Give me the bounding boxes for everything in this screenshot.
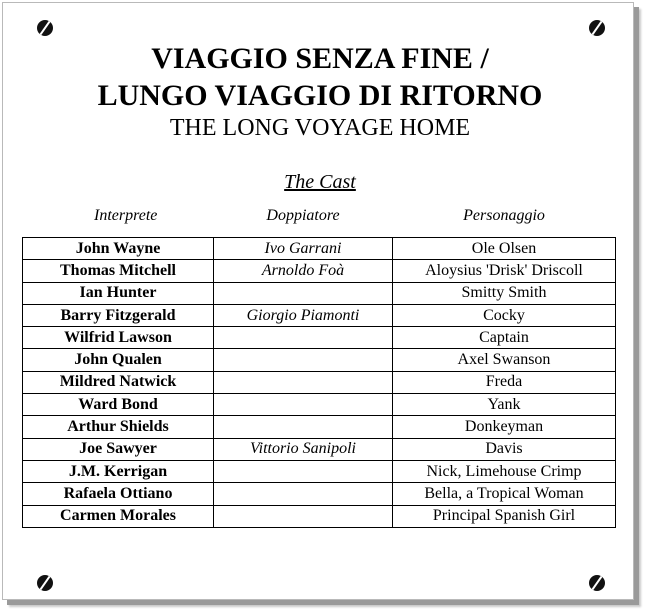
table-row [23, 416, 616, 438]
actor-cell: Joe Sawyer [23, 438, 214, 460]
plaque [2, 2, 634, 600]
role-cell: Nick, Limehouse Crimp [393, 460, 616, 482]
actor-cell: Arthur Shields [23, 416, 214, 438]
table-row [23, 304, 616, 326]
actor-cell: John Qualen [23, 349, 214, 371]
role-cell: Aloysius 'Drisk' Driscoll [393, 260, 616, 282]
actor-cell: J.M. Kerrigan [23, 460, 214, 482]
role-cell: Ole Olsen [393, 238, 616, 260]
role-cell: Cocky [393, 304, 616, 326]
table-row [23, 438, 616, 460]
screw-top-left-icon [37, 20, 53, 36]
cast-table [22, 237, 616, 528]
dubber-cell [214, 483, 393, 505]
screw-bottom-right-icon [589, 575, 605, 591]
dubber-cell: Ivo Garrani [214, 238, 393, 260]
table-row [23, 327, 616, 349]
role-cell: Davis [393, 438, 616, 460]
dubber-cell [214, 416, 393, 438]
column-header-role: Personaggio [463, 207, 545, 224]
dubber-cell [214, 505, 393, 527]
table-row [23, 238, 616, 260]
table-row [23, 483, 616, 505]
actor-cell: John Wayne [23, 238, 214, 260]
table-row [23, 394, 616, 416]
dubber-cell: Arnoldo Foà [214, 260, 393, 282]
actor-cell: Wilfrid Lawson [23, 327, 214, 349]
dubber-cell [214, 282, 393, 304]
table-row [23, 282, 616, 304]
dubber-cell [214, 460, 393, 482]
role-cell: Smitty Smith [393, 282, 616, 304]
role-cell: Yank [393, 394, 616, 416]
title-italian-line-2: LUNGO VIAGGIO DI RITORNO [97, 79, 543, 112]
table-row [23, 260, 616, 282]
screw-bottom-left-icon [37, 575, 53, 591]
table-row [23, 460, 616, 482]
column-header-dubber: Doppiatore [266, 207, 340, 224]
screw-top-right-icon [589, 20, 605, 36]
dubber-cell: Giorgio Piamonti [214, 304, 393, 326]
table-row [23, 371, 616, 393]
title-italian-line-1: VIAGGIO SENZA FINE / [151, 42, 489, 75]
table-row [23, 349, 616, 371]
actor-cell: Ian Hunter [23, 282, 214, 304]
role-cell: Donkeyman [393, 416, 616, 438]
role-cell: Axel Swanson [393, 349, 616, 371]
actor-cell: Rafaela Ottiano [23, 483, 214, 505]
dubber-cell [214, 327, 393, 349]
dubber-cell [214, 394, 393, 416]
actor-cell: Mildred Natwick [23, 371, 214, 393]
actor-cell: Ward Bond [23, 394, 214, 416]
dubber-cell [214, 371, 393, 393]
role-cell: Bella, a Tropical Woman [393, 483, 616, 505]
title-english: THE LONG VOYAGE HOME [169, 115, 471, 141]
role-cell: Captain [393, 327, 616, 349]
table-row [23, 505, 616, 527]
actor-cell: Carmen Morales [23, 505, 214, 527]
column-header-actor: Interprete [94, 207, 158, 224]
role-cell: Freda [393, 371, 616, 393]
role-cell: Principal Spanish Girl [393, 505, 616, 527]
dubber-cell: Vittorio Sanipoli [214, 438, 393, 460]
actor-cell: Barry Fitzgerald [23, 304, 214, 326]
dubber-cell [214, 349, 393, 371]
actor-cell: Thomas Mitchell [23, 260, 214, 282]
cast-heading: The Cast [284, 171, 356, 193]
